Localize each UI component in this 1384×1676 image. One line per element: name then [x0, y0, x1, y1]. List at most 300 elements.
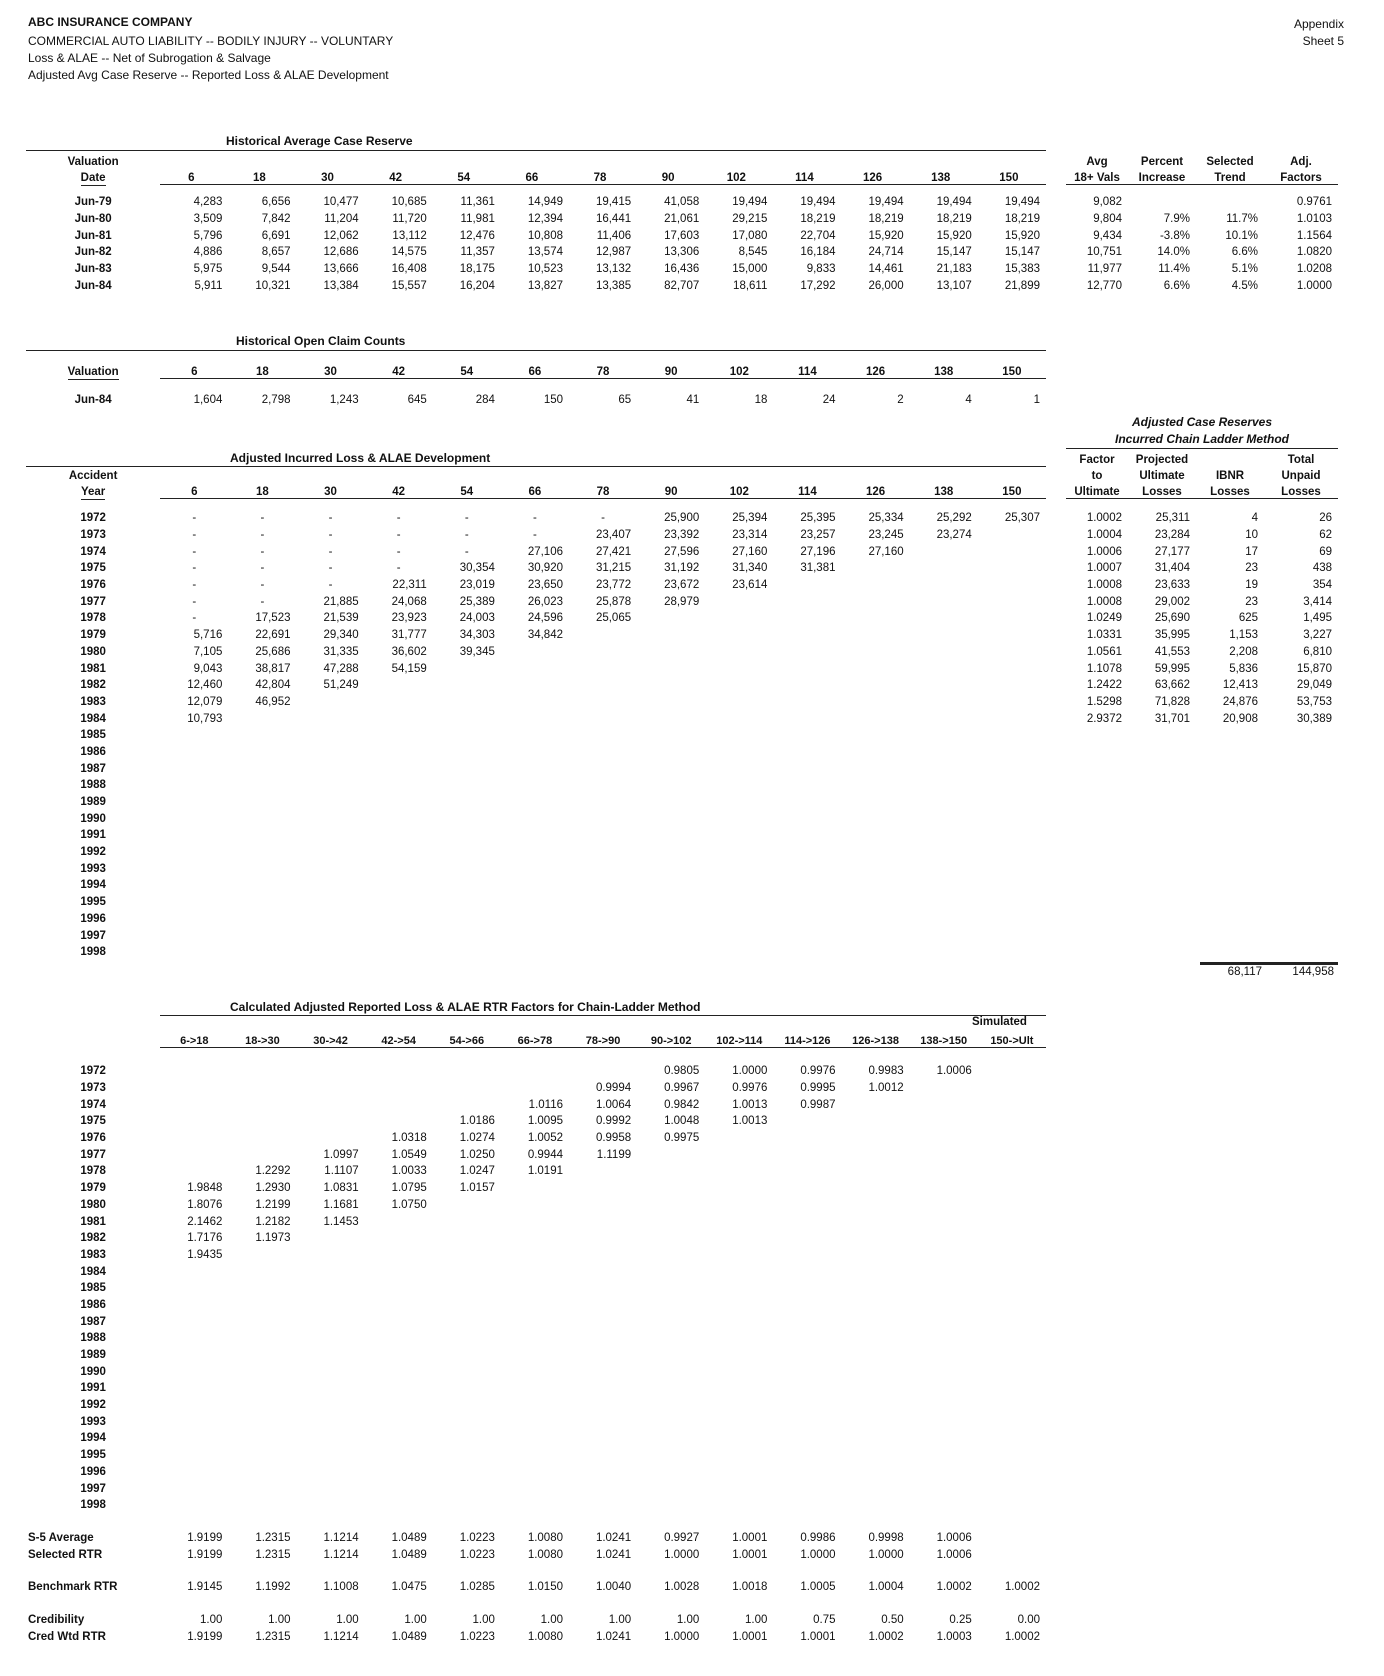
- age-label: 30: [324, 485, 337, 498]
- cell-value: [705, 710, 773, 727]
- cell-value: [910, 1130, 978, 1147]
- cell-value: [637, 1197, 705, 1214]
- cell-value: 13,306: [664, 246, 700, 259]
- side-value: 29,002: [1154, 595, 1190, 608]
- cell-value: [160, 860, 228, 877]
- cell-value: [160, 844, 228, 861]
- side-header: [1196, 466, 1264, 482]
- table-row: [26, 1080, 1046, 1097]
- side-header-text: Ultimate: [1139, 470, 1185, 482]
- cell-value: [842, 577, 910, 594]
- side-header-text: IBNR: [1215, 470, 1245, 482]
- cell-value: [773, 1113, 841, 1130]
- side-value: 1.5298: [1086, 695, 1122, 708]
- cell-value: [228, 727, 296, 744]
- cell-value: [705, 794, 773, 811]
- cell-value: [433, 894, 501, 911]
- cell-value: 19,494: [868, 196, 904, 209]
- table-row: [26, 911, 1046, 928]
- side-row: [1066, 593, 1338, 610]
- cell-value: [910, 877, 978, 894]
- side-value: 17: [1245, 545, 1258, 558]
- cell-value: 18,175: [459, 263, 495, 276]
- header-row: [26, 152, 1046, 168]
- cell-value: [365, 1464, 433, 1481]
- cell-value: 11,720: [392, 213, 427, 226]
- cell-value: [569, 1447, 637, 1464]
- cell-value: [978, 844, 1046, 861]
- age-label: 150: [999, 171, 1019, 184]
- cell-value: [160, 1113, 228, 1130]
- side-row: [1066, 261, 1338, 278]
- row-label: 1981: [80, 662, 106, 675]
- cell-value: -: [328, 512, 333, 525]
- cell-value: [569, 911, 637, 928]
- side-header: Percent: [1140, 156, 1184, 168]
- side-value: 4.5%: [1231, 279, 1258, 292]
- side-value: [1066, 927, 1128, 944]
- summary-value: 1.0000: [664, 1630, 700, 1643]
- cell-value: 54,159: [391, 662, 427, 675]
- header-row: [1066, 466, 1338, 482]
- row-label: 1981: [80, 1215, 106, 1228]
- cell-value: 1.0006: [936, 1065, 972, 1078]
- col-header-age: [842, 362, 910, 378]
- row-label: 1973: [80, 529, 106, 542]
- cell-value: [637, 1180, 705, 1197]
- cell-value: [569, 810, 637, 827]
- cell-value: [160, 1130, 228, 1147]
- table-row: [26, 727, 1046, 744]
- cell-value: [433, 1280, 501, 1297]
- col-header-date: [26, 168, 160, 184]
- cell-value: 1.0750: [391, 1198, 427, 1211]
- cell-value: [501, 1280, 569, 1297]
- cell-value: [365, 844, 433, 861]
- side-value: [1128, 794, 1196, 811]
- side-header-text: Losses: [1210, 485, 1250, 498]
- cell-value: [910, 1464, 978, 1481]
- cell-value: 1: [1033, 394, 1040, 407]
- cell-value: 5,975: [193, 263, 223, 276]
- appendix-label: Appendix: [1293, 17, 1344, 31]
- side-row: [1066, 794, 1338, 811]
- side-title-rule: [1066, 448, 1338, 449]
- cell-value: -: [328, 579, 333, 592]
- cell-value: [365, 827, 433, 844]
- cell-value: [842, 694, 910, 711]
- cell-value: 31,777: [391, 629, 427, 642]
- side-value: 1.0008: [1086, 595, 1122, 608]
- cell-value: [910, 1180, 978, 1197]
- age-label: 138: [934, 365, 954, 378]
- summary-value: 1.0475: [391, 1581, 427, 1594]
- cell-value: [842, 944, 910, 961]
- table-row: [26, 1397, 1046, 1414]
- side-value: 2.9372: [1086, 712, 1122, 725]
- cell-value: 25,394: [732, 512, 768, 525]
- cell-value: [637, 677, 705, 694]
- cell-value: [842, 1447, 910, 1464]
- cell-value: [705, 1163, 773, 1180]
- cell-value: [501, 1080, 569, 1097]
- incurred-table: [26, 466, 1046, 961]
- summary-value: 0.25: [949, 1613, 972, 1626]
- cell-value: [160, 1146, 228, 1163]
- cell-value: 34,303: [459, 629, 495, 642]
- col-header-age: [569, 168, 637, 184]
- side-value: [1128, 827, 1196, 844]
- cell-value: [160, 794, 228, 811]
- cell-value: 1.2292: [255, 1165, 291, 1178]
- cell-value: [569, 760, 637, 777]
- header-row: [1066, 450, 1338, 466]
- cell-value: [228, 1447, 296, 1464]
- cell-value: [910, 744, 978, 761]
- cell-value: [637, 1247, 705, 1264]
- totals-rule: [1200, 962, 1338, 965]
- summary-value: 0.75: [813, 1613, 836, 1626]
- cell-value: [501, 1230, 569, 1247]
- table-row: [26, 1497, 1046, 1514]
- cell-value: [569, 777, 637, 794]
- cell-value: [433, 860, 501, 877]
- cell-value: [910, 1280, 978, 1297]
- cell-value: [978, 1247, 1046, 1264]
- cell-value: [910, 827, 978, 844]
- row-label: 1977: [80, 1148, 106, 1161]
- cell-value: 22,311: [392, 579, 427, 592]
- cell-value: [842, 877, 910, 894]
- cell-value: [773, 710, 841, 727]
- cell-value: [842, 794, 910, 811]
- cell-value: [773, 1430, 841, 1447]
- cell-value: [637, 827, 705, 844]
- age-label: 6: [191, 365, 198, 378]
- row-label: 1977: [80, 595, 106, 608]
- side-header: [1128, 450, 1196, 466]
- cell-value: 1.0997: [323, 1148, 359, 1161]
- summary-value: 1.0001: [732, 1630, 768, 1643]
- summary-value: 1.0241: [595, 1630, 632, 1643]
- cell-value: [978, 1447, 1046, 1464]
- row-label: 1988: [80, 779, 106, 792]
- cell-value: [365, 1330, 433, 1347]
- side-value: 1.0820: [1296, 246, 1332, 259]
- cell-value: [978, 593, 1046, 610]
- side-value: [1196, 860, 1264, 877]
- cell-value: [501, 844, 569, 861]
- cell-value: 27,196: [800, 545, 836, 558]
- col-header-transition: [978, 1031, 1046, 1047]
- cell-value: [773, 1313, 841, 1330]
- side-value: 29,049: [1296, 679, 1332, 692]
- cell-value: 41: [686, 394, 700, 407]
- summary-value: 1.9199: [187, 1531, 223, 1544]
- cell-value: 31,192: [664, 562, 700, 575]
- cell-value: [228, 1146, 296, 1163]
- col-header-age: [228, 482, 296, 498]
- table-row: [26, 610, 1046, 627]
- age-label: 66: [528, 365, 542, 378]
- table-row: [26, 894, 1046, 911]
- cell-value: 17,603: [664, 229, 700, 242]
- table-row: [26, 694, 1046, 711]
- cell-value: [773, 760, 841, 777]
- cell-value: [978, 527, 1046, 544]
- cell-value: [501, 694, 569, 711]
- cell-value: [160, 744, 228, 761]
- cell-value: [910, 1497, 978, 1514]
- row-label: 1972: [80, 1065, 106, 1078]
- cell-value: [773, 1263, 841, 1280]
- table-row: [26, 1464, 1046, 1481]
- row-label: 1994: [80, 879, 106, 892]
- cell-value: [297, 877, 365, 894]
- side-value: 26: [1319, 512, 1332, 525]
- table-row: [26, 527, 1046, 544]
- side-value: 1.0000: [1296, 279, 1332, 292]
- side-row: [1066, 860, 1338, 877]
- col-header-age: [842, 168, 910, 184]
- row-label: 1993: [80, 1415, 106, 1428]
- cell-value: [705, 1447, 773, 1464]
- cell-value: [569, 644, 637, 661]
- row-label: 1994: [80, 1432, 106, 1445]
- cell-value: 22,704: [800, 229, 836, 242]
- cell-value: [297, 1447, 365, 1464]
- col-header-empty: [365, 466, 433, 482]
- age-label: 78: [593, 171, 607, 184]
- cell-value: [773, 694, 841, 711]
- side-value: 11,977: [1087, 263, 1122, 276]
- cell-value: [297, 1113, 365, 1130]
- cell-value: [228, 1130, 296, 1147]
- cell-value: [160, 1380, 228, 1397]
- row-label: 1997: [80, 1482, 106, 1495]
- cell-value: [160, 944, 228, 961]
- cell-value: [705, 1464, 773, 1481]
- summary-value: 1.0006: [936, 1531, 972, 1544]
- cell-value: [773, 810, 841, 827]
- summary-value: 0.50: [881, 1613, 904, 1626]
- cell-value: [365, 1447, 433, 1464]
- cell-value: 12,476: [459, 229, 495, 242]
- cell-value: [228, 827, 296, 844]
- cell-value: 24,596: [527, 612, 563, 625]
- cell-value: [842, 1313, 910, 1330]
- age-label: 114: [798, 365, 817, 378]
- cell-value: -: [260, 529, 265, 542]
- row-label: Jun-81: [74, 229, 112, 242]
- cell-value: [501, 894, 569, 911]
- cell-value: [773, 1464, 841, 1481]
- side-value: [1066, 860, 1128, 877]
- side-value: 10: [1245, 529, 1258, 542]
- row-label: 1978: [80, 612, 106, 625]
- cell-value: [910, 1247, 978, 1264]
- table-row: [26, 1363, 1046, 1380]
- cell-value: [569, 877, 637, 894]
- spacer-row: [26, 1514, 1046, 1530]
- cell-value: 11,981: [460, 213, 495, 226]
- cell-value: 0.9976: [800, 1065, 836, 1078]
- cell-value: 150: [543, 394, 563, 407]
- cell-value: [433, 1063, 501, 1080]
- cell-value: [705, 1313, 773, 1330]
- cell-value: 21,183: [936, 263, 972, 276]
- summary-value: 1.0080: [527, 1630, 563, 1643]
- cell-value: [228, 1280, 296, 1297]
- row-label: Jun-79: [74, 196, 112, 209]
- cell-value: [433, 1197, 501, 1214]
- cell-value: -: [260, 562, 265, 575]
- col-header-transition: [910, 1031, 978, 1047]
- side-row: [1066, 710, 1338, 727]
- cell-value: [433, 694, 501, 711]
- cell-value: [773, 777, 841, 794]
- cell-value: [773, 827, 841, 844]
- cell-value: [773, 1146, 841, 1163]
- col-header-empty: [637, 466, 705, 482]
- cell-value: [637, 1380, 705, 1397]
- side-value: 1,495: [1303, 612, 1332, 625]
- cell-value: [433, 1447, 501, 1464]
- cell-value: [433, 1430, 501, 1447]
- cell-value: [910, 1363, 978, 1380]
- cell-value: 2: [897, 394, 904, 407]
- cell-value: [978, 1313, 1046, 1330]
- cell-value: [910, 860, 978, 877]
- cell-value: 11,361: [460, 196, 495, 209]
- age-label: 150: [1002, 485, 1022, 498]
- cell-value: [705, 860, 773, 877]
- row-label: 1976: [80, 579, 106, 592]
- cell-value: 1.0033: [391, 1165, 427, 1178]
- open-counts-table: [26, 362, 1046, 409]
- cell-value: [842, 677, 910, 694]
- side-row: [1066, 810, 1338, 827]
- side-value: [1264, 760, 1338, 777]
- cell-value: [433, 1263, 501, 1280]
- col-header-age: [978, 168, 1046, 184]
- cell-value: [297, 844, 365, 861]
- cell-value: [773, 1480, 841, 1497]
- cell-value: 13,384: [323, 279, 359, 292]
- side-value: 9,804: [1093, 213, 1122, 226]
- side-value: 7.9%: [1163, 213, 1190, 226]
- summary-value: 1.0241: [595, 1531, 632, 1544]
- cell-value: [978, 1180, 1046, 1197]
- cell-value: [978, 1230, 1046, 1247]
- cell-value: 25,292: [936, 512, 972, 525]
- cell-value: 36,602: [391, 645, 427, 658]
- cell-value: [365, 1363, 433, 1380]
- cell-value: [978, 1380, 1046, 1397]
- side-value: [1128, 760, 1196, 777]
- cell-value: [705, 677, 773, 694]
- cell-value: [910, 777, 978, 794]
- cell-value: [773, 1130, 841, 1147]
- cell-value: 1.2930: [255, 1182, 291, 1195]
- cell-value: [297, 1497, 365, 1514]
- cell-value: 16,408: [391, 263, 427, 276]
- cell-value: [160, 1263, 228, 1280]
- cell-value: [910, 1263, 978, 1280]
- cell-value: [160, 1430, 228, 1447]
- age-label: 90: [661, 171, 675, 184]
- cell-value: -: [260, 512, 265, 525]
- cell-value: [978, 744, 1046, 761]
- cell-value: [501, 1197, 569, 1214]
- table-row: [26, 244, 1046, 261]
- side-value: 1.0331: [1086, 629, 1122, 642]
- table-row: [26, 1280, 1046, 1297]
- cell-value: [569, 1197, 637, 1214]
- side-value: [1066, 827, 1128, 844]
- cell-value: [637, 1447, 705, 1464]
- cell-value: [433, 1397, 501, 1414]
- cell-value: 25,065: [595, 612, 632, 625]
- cell-value: [842, 593, 910, 610]
- summary-value: 1.0002: [868, 1630, 904, 1643]
- cell-value: [569, 844, 637, 861]
- side-value: 2,208: [1229, 645, 1258, 658]
- cell-value: [910, 1347, 978, 1364]
- cell-value: [910, 1313, 978, 1330]
- cell-value: [160, 810, 228, 827]
- cell-value: 27,596: [664, 545, 700, 558]
- cell-value: 0.9976: [732, 1082, 768, 1095]
- col-header-age: [569, 482, 637, 498]
- side-header: [1196, 482, 1264, 498]
- side-row: [1066, 627, 1338, 644]
- cell-value: [637, 1230, 705, 1247]
- cell-value: [637, 810, 705, 827]
- col-header-empty: [705, 152, 773, 168]
- cell-value: [433, 911, 501, 928]
- side-header: [1066, 482, 1128, 498]
- table-row: [26, 660, 1046, 677]
- side-value: 3,227: [1303, 629, 1332, 642]
- side-title-2: Incurred Chain Ladder Method: [1114, 432, 1289, 446]
- side-header: [1264, 482, 1338, 498]
- cell-value: 7,842: [261, 213, 291, 226]
- side-header-text: Trend: [1214, 171, 1246, 184]
- summary-value: 1.0006: [936, 1548, 972, 1561]
- cell-value: [910, 894, 978, 911]
- cell-value: [705, 1247, 773, 1264]
- cell-value: [228, 1464, 296, 1481]
- summary-value: 1.0223: [459, 1548, 495, 1561]
- cell-value: [569, 710, 637, 727]
- cell-value: [910, 644, 978, 661]
- row-label: 1983: [80, 1248, 106, 1261]
- side-value: 9,434: [1093, 229, 1122, 242]
- side-header-text: 18+ Vals: [1074, 171, 1120, 184]
- cell-value: [365, 677, 433, 694]
- side-value: [1264, 877, 1338, 894]
- header-row: [26, 168, 1046, 184]
- transition-label: 102->114: [716, 1034, 763, 1047]
- cell-value: 31,381: [800, 562, 836, 575]
- cell-value: 17,292: [800, 279, 836, 292]
- cell-value: [501, 1263, 569, 1280]
- summary-value: 1.2315: [255, 1630, 291, 1643]
- cell-value: [842, 777, 910, 794]
- cell-value: [637, 1280, 705, 1297]
- side-value: 5,836: [1229, 662, 1258, 675]
